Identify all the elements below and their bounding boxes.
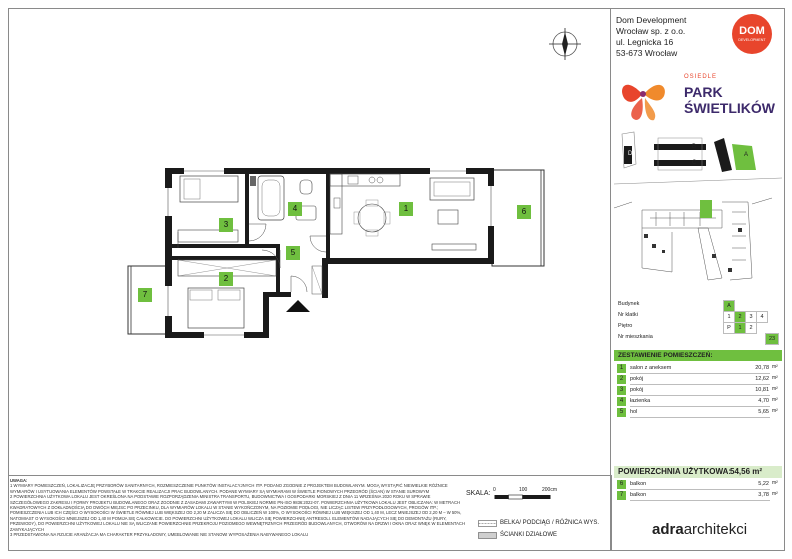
site-label-a: A: [744, 152, 749, 158]
scale-tick-100: 100: [519, 487, 528, 493]
tv-stand: [432, 244, 476, 250]
stair-3: 3: [745, 311, 757, 323]
summary-unit: m²: [772, 397, 778, 403]
summary-name: balkon: [630, 492, 647, 498]
entrance-marker-icon: [286, 300, 310, 312]
usable-area-label: POWIERZCHNIA UŻYTKOWA:: [618, 467, 732, 476]
site-label-c: C: [692, 160, 697, 166]
project-word1: OSIEDLE: [684, 74, 718, 80]
notes-title: UWAGA:: [10, 478, 28, 483]
summary-no: 7: [617, 491, 626, 500]
scale-tick-0: 0: [493, 487, 496, 493]
summary-area: 5,65: [758, 409, 769, 415]
architect-brand-light: architekci: [683, 521, 748, 538]
bed-room-2: [188, 288, 244, 328]
site-label-b: B: [692, 144, 697, 150]
room-label-7: 7: [138, 288, 152, 302]
legend-beam-label: BELKA/ PODCIĄG / RÓŻNICA WYS.: [500, 520, 600, 526]
note-1: 1 WYMIARY POMIESZCZEŃ, LOKALIZACJĘ PRZYBORÓW SANITARNYCH, ROZMIESZCZENIE PUNKTÓW INSTALACYJNYCH ITP. PODANO ZGODNIE Z PROJEKTEM BUDOWLANYM. MOGĄ WYSTĄPIĆ NIEWIELKIE RÓŻNICE WYMIARÓW I USYTUOWANIA ELEMENTÓW POWSTAŁE W TRAKCIE REALIZACJI PRAC BUDOWLANYCH. PODANE WYMIARY SĄ WYMIARAMI W ŚWIETLE PIONOWYCH PRZEGRÓD (ŚCIAN) W STANIE SUROWYM: [10, 483, 448, 494]
summary-no: 4: [617, 397, 626, 406]
stair-label: Nr klatki: [618, 312, 638, 318]
room-label-1: 1: [399, 202, 413, 216]
project-word2: PARK: [684, 84, 723, 100]
firefly-icon: [622, 85, 665, 121]
apartment-label: Nr mieszkania: [618, 334, 653, 340]
legend-partition-icon: [478, 532, 498, 540]
building-value: A: [723, 300, 735, 312]
summary-no: 3: [617, 386, 626, 395]
company-name: Dom Development: [616, 15, 687, 25]
architect-brand-bold: adra: [652, 521, 684, 538]
architect-logo: [652, 521, 747, 538]
coffee-table: [438, 210, 458, 224]
company-city: 53-673 Wrocław: [616, 48, 678, 58]
summary-area: 20,78: [755, 365, 769, 371]
room-label-2: 2: [219, 272, 233, 286]
scale-bar: [494, 494, 554, 502]
note-3: 3 PRZEDSTAWIONA NA RZUCIE ARANŻACJA MA CHARAKTER PRZYKŁADOWY, UMEBLOWANIE NIE STANOWI WYPOSAŻENIA NABYWANEGO LOKALU: [10, 532, 309, 538]
summary-unit: m²: [772, 386, 778, 392]
info-row-building: [614, 300, 782, 311]
notes-block: [10, 478, 465, 537]
info-row-apartment: [614, 333, 782, 344]
site-key-plan: [614, 130, 782, 190]
summary-name: balkon: [630, 481, 647, 487]
bed-room-3: [180, 176, 238, 202]
summary-row-6: [614, 479, 782, 490]
summary-row-7: [614, 490, 782, 501]
scale-tick-200: 200cm: [542, 487, 558, 493]
room-label-6: 6: [517, 205, 531, 219]
stair-2: 2: [734, 311, 746, 323]
summary-area: 3,78: [758, 492, 769, 498]
summary-no: 2: [617, 375, 626, 384]
summary-no: 1: [617, 364, 626, 373]
summary-row-3: [614, 385, 782, 396]
site-label-d: D: [628, 151, 633, 157]
legend-partition-label: ŚCIANKI DZIAŁOWE: [500, 532, 558, 538]
summary-name: łazienka: [630, 398, 651, 404]
summary-name: pokój: [630, 387, 644, 393]
company-street: ul. Legnicka 16: [616, 37, 674, 47]
summary-area: 4,70: [758, 398, 769, 404]
sofa: [430, 178, 474, 200]
company-line2: Wrocław sp. z o.o.: [616, 26, 686, 36]
summary-row-5: [614, 407, 782, 418]
rooms-summary-heading: ZESTAWIENIE POMIESZCZEŃ:: [618, 352, 713, 359]
apartment-value: 23: [765, 333, 779, 345]
summary-no: 6: [617, 480, 626, 489]
dom-development-logo: [732, 14, 772, 54]
summary-name: hol: [630, 409, 638, 415]
summary-unit: m²: [772, 491, 778, 497]
kitchen-counter: [330, 174, 400, 186]
summary-name: pokój: [630, 376, 644, 382]
floor-key-plan: [612, 188, 782, 290]
room-label-5: 5: [286, 246, 300, 260]
floor-2: 2: [745, 322, 757, 334]
info-row-stair: [614, 311, 782, 322]
summary-row-1: [614, 363, 782, 374]
summary-area: 12,62: [755, 376, 769, 382]
summary-unit: m²: [772, 375, 778, 381]
summary-row-2: [614, 374, 782, 385]
summary-unit: m²: [772, 364, 778, 370]
logo-text: DOM: [739, 25, 765, 37]
room-label-3: 3: [219, 218, 233, 232]
summary-area: 10,81: [755, 387, 769, 393]
summary-no: 5: [617, 408, 626, 417]
toilet: [300, 180, 312, 194]
legend-beam-icon: [478, 520, 498, 528]
north-arrow-icon: [549, 28, 581, 60]
floor-p: P: [723, 322, 735, 334]
floor-label: Piętro: [618, 323, 633, 329]
stair-1: 1: [723, 311, 735, 323]
usable-area-value: 54,56 m²: [730, 467, 763, 476]
scale-label: SKALA:: [466, 490, 491, 497]
stair-4: 4: [756, 311, 768, 323]
floor-1: 1: [734, 322, 746, 334]
summary-unit: m²: [772, 408, 778, 414]
park-swietlikow-logo: [618, 70, 670, 126]
logo-subtext: DEVELOPMENT: [738, 38, 766, 42]
note-2: 2 POWIERZCHNIA UŻYTKOWA LOKALU JEST OKREŚLONA NA PODSTAWIE ROZPORZĄDZENIA MINISTRA TRANSPORTU, BUDOWNICTWA I GOSPODARKI MORSKIEJ Z DNIA 11 WRZEŚNIA 2020 ROKU W SPRAWIE SZCZEGÓŁOWEGO ZAKRESU I FORMY PROJEKTU BUDOWLANEGO ORAZ ZGODNIE Z ZASADAMI ZAWARTYMI W POLSKIEJ NORMIE PN-ISO 9836:2022-07. POWIERZCHNIA UŻYTKOWA LOKALU JEST OBLICZANA: W METRACH KWADRATOWYCH Z DOKŁADNOŚCIĄ DO DWÓCH MIEJSC PO PRZECINKU, DLA WYMIARÓW LOKALU W STANIE WYKOŃCZONYM, NA POZIOMIE PODŁOGI, NIE LICZĄC LISTEW PRZYPODŁOGOWYCH, PROGÓW ITP.; POMIESZCZENIA LUB ICH CZĘŚCI O WYSOKOŚCI W ŚWIETLE RÓWNEJ LUB WIĘKSZEJ OD 2,20 M ZALICZA SIĘ DO OBLICZEŃ W 100%, O WYSOKOŚCI RÓWNEJ LUB WIĘKSZEJ OD 1,40 M, LECZ MNIEJSZEJ OD 2,20 M – W 50%, NATOMIAST O WYSOKOŚCI MNIEJSZEJ OD 1,40 M POMIJA SIĘ CAŁKOWICIE. DO POWIERZCHNI UŻYTKOWEJ LOKALU WLICZA SIĘ POWIERZCHNIĘ ANTRESOLI. ELEMENTÓW NADAJĄCYCH SIĘ DO DEMONTAŻU (RURY, PRZEWODY), DO POWIERZCHNI UŻYTKOWEJ LOKALU NIE SĄ WLICZANE POWIERZCHNIE PRZEKROJU POZIOMEGO WEWNĘTRZNYCH PRZEGRÓD BUDOWLANYCH, OTWORÓW NA DRZWI I OKNA ORAZ WNĘK W ELEMENTACH ZAMYKAJĄCYCH: [10, 494, 465, 532]
building-label: Budynek: [618, 301, 640, 307]
project-word3: ŚWIETLIKÓW: [684, 100, 775, 116]
room-label-4: 4: [288, 202, 302, 216]
summary-area: 5,22: [758, 481, 769, 487]
summary-unit: m²: [772, 480, 778, 486]
summary-name: salon z aneksem: [630, 365, 672, 371]
info-row-floor: [614, 322, 782, 333]
summary-row-4: [614, 396, 782, 407]
